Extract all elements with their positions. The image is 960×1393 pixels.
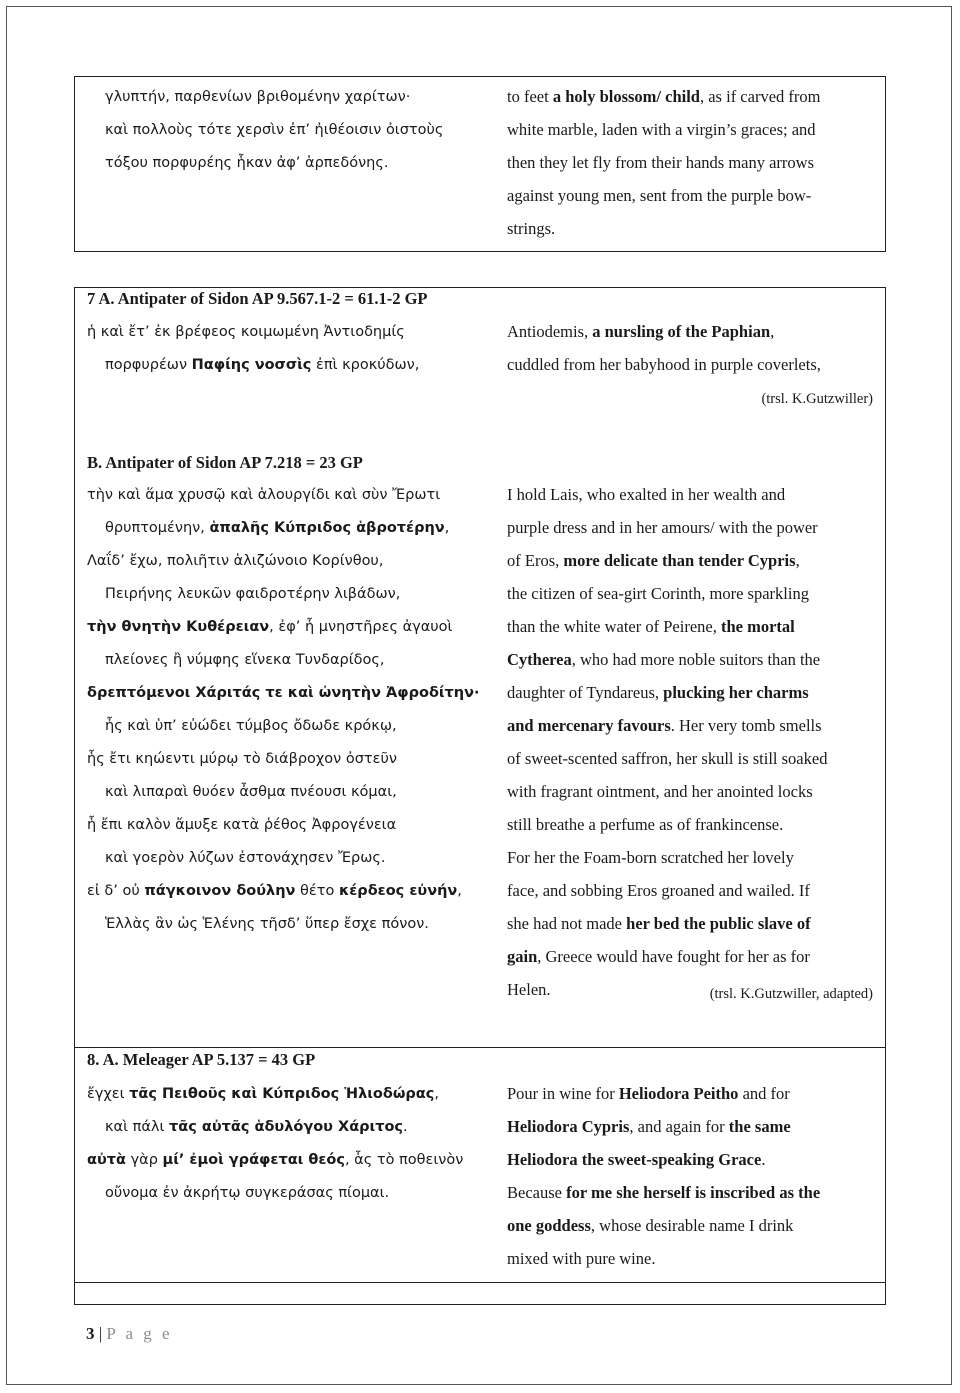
bold-text: one goddess [507,1216,591,1235]
greek-verse-line [87,1084,439,1104]
greek-verse-line [105,782,397,802]
translation-line [507,1183,820,1203]
text: Πειρήνης λευκῶν φαιδροτέρην λιβάδων, [105,586,401,602]
bold-text: plucking her charms [663,683,809,702]
bold-text: μί’ ἐμοὶ γράφεται θεός [162,1152,345,1168]
text: , who had more noble suitors than the [571,650,821,669]
translation-line [507,914,811,934]
text: the citizen of sea-girt Corinth, more sparkling [507,584,809,603]
bold-text: Heliodora Cypris [507,1117,630,1136]
bold-text: a nursling of the Paphian [592,322,771,341]
text: , [434,1086,439,1102]
credit-7a: (trsl. K.Gutzwiller) [761,391,873,407]
text: θέτο [295,883,339,899]
text: than the white water of Peirene, [507,617,721,636]
translation-line [507,980,551,1000]
translation-line [507,322,774,342]
translation-line [507,1117,791,1137]
text: purple dress and in her amours/ with the power [507,518,818,537]
text: καὶ γοερὸν λύζων ἐστονάχησεν Ἔρως. [105,850,386,866]
text: , [795,551,800,570]
text: καὶ λιπαραὶ θυόεν ἆσθμα πνέουσι κόμαι, [105,784,397,800]
translation-line [507,617,795,637]
text: πλείονες ἢ νύμφης εἵνεκα Τυνδαρίδος, [105,652,385,668]
greek-verse-line [105,584,400,604]
greek-verse-line [105,1183,389,1203]
table-section-7-continued [74,76,886,252]
text: , Greece would have fought for her as for [537,947,810,966]
text: . Her very tomb smells [670,716,822,735]
text: of sweet-scented saffron, her skull is still soaked [507,749,828,768]
greek-verse-line [105,87,410,107]
text: οὔνομα ἐν ἀκρήτῳ συγκεράσας πίομαι. [105,1185,390,1201]
text: Λαΐδ’ ἔχω, πολιῆτιν ἁλιζώνοιο Κορίνθου, [87,553,384,569]
greek-verse-line [87,683,480,703]
translation-line [507,749,827,769]
text: ἧς ἔτι κηώεντι μύρῳ τὸ διάβροχον ὀστεῦν [87,751,397,767]
translation-line [507,782,813,802]
text: , [457,883,462,899]
text: I hold Lais, who exalted in her wealth and [507,485,786,504]
text: γλυπτήν, παρθενίων βριθομένην χαρίτων· [105,89,411,105]
text: . [761,1150,766,1169]
text: , whose desirable name I drink [590,1216,794,1235]
text: εἰ δ’ οὐ [87,883,145,899]
text: to feet [507,87,553,106]
translation-line [507,87,820,107]
text: For her the Foam-born scratched her lovely [507,848,794,867]
heading-8a: 8. A. Meleager AP 5.137 = 43 GP [87,1050,316,1069]
bold-text: for me she herself is inscribed as the [566,1183,821,1202]
bold-text: αὐτὰ [87,1152,126,1168]
heading-7a: 7 A. Antipater of Sidon AP 9.567.1-2 = 61.1-2 GP [87,289,428,308]
page-label: P a g e [106,1324,173,1343]
translation-line [507,1249,655,1269]
text: τὴν καὶ ἅμα χρυσῷ καὶ ἁλουργίδι καὶ σὺν Ἔρωτι [87,487,441,503]
text: , [770,322,775,341]
text: ἡ καὶ ἔτ’ ἐκ βρέφεος κοιμωμένη Ἀντιοδημίς [87,324,405,340]
greek-verse-line [105,650,385,670]
translation-line [507,815,783,835]
bold-text: Cytherea [507,650,572,669]
bold-text: a holy blossom/ child [552,87,700,106]
translation-line [507,518,818,538]
greek-verse-line [87,881,462,901]
bold-text: τᾶς Πειθοῦς καὶ Κύπριδος Ἡλιοδώρας [129,1086,435,1102]
translation-line [507,716,822,736]
bold-text: δρεπτόμενοι Χάριτάς τε καὶ ὠνητὴν Ἀφροδίτην· [87,685,480,701]
translation-line [507,1150,765,1170]
translation-line [507,683,809,703]
text: face, and sobbing Eros groaned and wailed. If [507,881,810,900]
text: ἧ ἔπι καλὸν ἄμυξε κατὰ ῥέθος Ἀφρογένεια [87,817,397,833]
text: and for [738,1084,790,1103]
bold-text: the same [728,1117,791,1136]
text: Pour in wine for [507,1084,619,1103]
text: ἧς καὶ ὑπ’ εὐώδει τύμβος ὄδωδε κρόκῳ, [105,718,397,734]
text: Helen. [507,980,551,999]
text: Ἑλλὰς ἂν ὡς Ἑλένης τῆσδ’ ὕπερ ἔσχε πόνον. [105,916,429,932]
bold-text: and mercenary favours [507,716,671,735]
translation-line [507,120,816,140]
greek-verse-line [105,914,429,934]
greek-verse-line [87,322,405,342]
bold-text: κέρδεος εὐνήν [338,883,458,899]
translation-line [507,186,811,206]
bold-text: Heliodora Peitho [618,1084,739,1103]
translation-line [507,153,814,173]
greek-verse-line [105,716,397,736]
text: with fragrant ointment, and her anointed locks [507,782,813,801]
translation-line [507,650,820,670]
greek-verse-line [105,355,419,375]
text: γὰρ [125,1152,163,1168]
page-number: 3 [86,1324,95,1343]
text: mixed with pure wine. [507,1249,656,1268]
text: still breathe a perfume as of frankincense. [507,815,784,834]
text: , and again for [629,1117,729,1136]
text: , [444,520,450,536]
translation-line [507,881,810,901]
greek-verse-line [87,815,396,835]
text: of Eros, [507,551,564,570]
text: . [403,1119,408,1135]
text: , as if carved from [699,87,821,106]
text: καὶ πάλι [105,1119,170,1135]
bold-text: gain [507,947,538,966]
greek-verse-line [105,153,389,173]
bold-text: ἁπαλῆς Κύπριδος ἁβροτέρην [209,520,445,536]
text: against young men, sent from the purple bow- [507,186,812,205]
heading-7b: B. Antipater of Sidon AP 7.218 = 23 GP [87,453,363,472]
greek-verse-line [105,848,385,868]
bold-text: more delicate than tender Cypris [563,551,796,570]
text: white marble, laden with a virgin’s graces; and [507,120,816,139]
table-section-8 [74,1047,886,1283]
text: strings. [507,219,556,238]
text: τόξου πορφυρέης ἧκαν ἀφ’ ἁρπεδόνης. [105,155,389,171]
text: , ἐφ’ ἧ μνηστῆρες ἀγαυοὶ [269,619,453,635]
text: daughter of Tyndareus, [507,683,664,702]
greek-verse-line [105,1117,408,1137]
text: πορφυρέων [105,357,192,373]
greek-verse-line [87,485,440,505]
translation-line [507,947,810,967]
text: cuddled from her babyhood in purple coverlets, [507,355,821,374]
bold-text: the mortal [720,617,795,636]
bold-text: πάγκοινον δούλην [144,883,296,899]
text: ἔγχει [87,1086,130,1102]
text: then they let fly from their hands many arrows [507,153,814,172]
text: Because [507,1183,567,1202]
credit-7b: (trsl. K.Gutzwiller, adapted) [709,986,873,1002]
translation-line [507,219,555,239]
translation-line [507,355,821,375]
greek-verse-line [87,551,383,571]
text: Antiodemis, [507,322,593,341]
footer-separator: | [94,1324,107,1343]
greek-verse-line [87,617,452,637]
greek-verse-line [105,518,449,538]
bold-text: τὴν θνητὴν Κυθέρειαν [87,619,270,635]
translation-line [507,584,809,604]
bold-text: Heliodora the sweet-speaking Grace [507,1150,762,1169]
text: she had not made [507,914,627,933]
translation-line [507,485,785,505]
greek-verse-line [105,120,443,140]
translation-line [507,1216,793,1236]
text: καὶ πολλοὺς τότε χερσὶν ἐπ’ ἠιθέοισιν ὀιστοὺς [105,122,444,138]
text: θρυπτομένην, [105,520,210,536]
greek-verse-line [87,1150,463,1170]
greek-verse-line [87,749,397,769]
bold-text: Παφίης νοσσὶς [191,357,312,373]
text: ἐπὶ κροκύδων, [311,357,420,373]
bold-text: her bed the public slave of [626,914,811,933]
bold-text: τᾶς αὐτᾶς ἁδυλόγου Χάριτος [169,1119,403,1135]
translation-line [507,551,800,571]
text: , ἇς τὸ ποθεινὸν [344,1152,464,1168]
translation-line [507,848,794,868]
page-footer [86,1324,173,1344]
translation-line [507,1084,790,1104]
